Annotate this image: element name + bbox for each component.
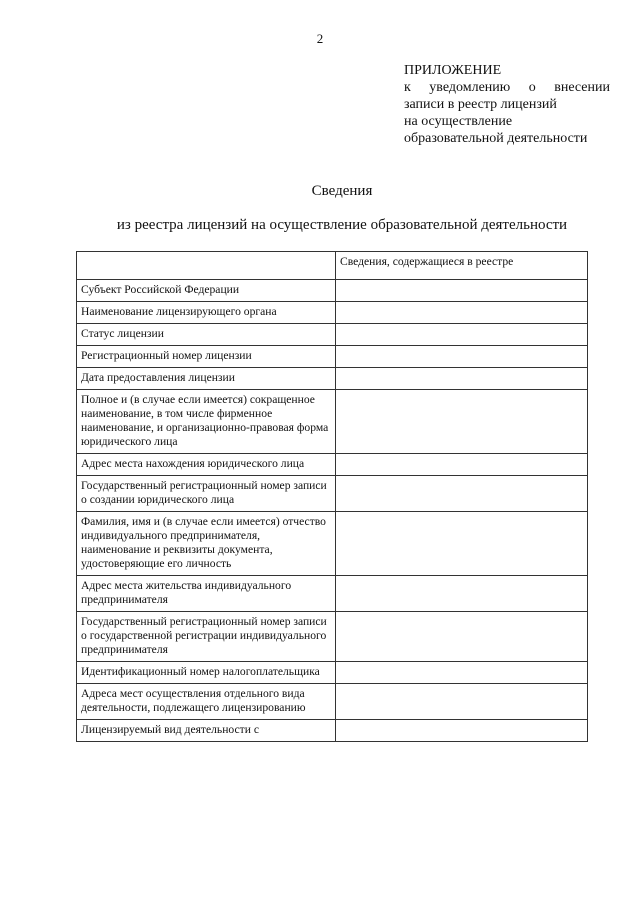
row-value	[336, 576, 588, 612]
row-label: Государственный регистрационный номер записи о создании юридического лица	[77, 476, 336, 512]
table-row	[77, 720, 588, 742]
appendix-line-2: записи в реестр лицензий	[404, 97, 557, 112]
row-label: Фамилия, имя и (в случае если имеется) отчество индивидуального предпринимателя, наименование и реквизиты документа, удостоверяющие его личность	[77, 512, 336, 576]
row-label: Регистрационный номер лицензии	[77, 346, 336, 368]
row-value	[336, 346, 588, 368]
table-row	[77, 476, 588, 512]
row-label: Государственный регистрационный номер записи о государственной регистрации индивидуального предпринимателя	[77, 612, 336, 662]
row-value	[336, 512, 588, 576]
appendix-line-1: к уведомлению о внесении	[404, 80, 610, 95]
table-row	[77, 346, 588, 368]
registry-table-body	[77, 280, 588, 742]
row-value	[336, 684, 588, 720]
registry-table	[76, 251, 588, 742]
appendix-line-3: на осуществление	[404, 114, 513, 129]
table-row	[77, 512, 588, 576]
row-value	[336, 720, 588, 742]
table-row	[77, 324, 588, 346]
table-row	[77, 612, 588, 662]
row-value	[336, 390, 588, 454]
row-value	[336, 612, 588, 662]
row-label: Лицензируемый вид деятельности с	[77, 720, 336, 742]
row-value	[336, 302, 588, 324]
row-label: Идентификационный номер налогоплательщика	[77, 662, 336, 684]
row-label: Дата предоставления лицензии	[77, 368, 336, 390]
table-row	[77, 368, 588, 390]
document-title: Сведения	[311, 183, 373, 199]
row-label: Адрес места жительства индивидуального предпринимателя	[77, 576, 336, 612]
table-row	[77, 684, 588, 720]
row-value	[336, 368, 588, 390]
table-row	[77, 576, 588, 612]
table-row	[77, 662, 588, 684]
table-row	[77, 280, 588, 302]
row-label: Адрес места нахождения юридического лица	[77, 454, 336, 476]
appendix-block	[404, 62, 610, 147]
row-value	[336, 324, 588, 346]
header-cell-value: Сведения, содержащиеся в реестре	[336, 252, 588, 280]
row-label: Наименование лицензирующего органа	[77, 302, 336, 324]
table-row	[77, 302, 588, 324]
row-value	[336, 454, 588, 476]
row-label: Полное и (в случае если имеется) сокращенное наименование, в том числе фирменное наименование, и организационно-правовая форма юридического лица	[77, 390, 336, 454]
page-number: 2	[316, 31, 324, 46]
row-value	[336, 476, 588, 512]
appendix-line-4: образовательной деятельности	[404, 131, 588, 146]
document-subtitle: из реестра лицензий на осуществление образовательной деятельности	[116, 217, 568, 233]
row-label: Статус лицензии	[77, 324, 336, 346]
row-value	[336, 662, 588, 684]
table-row	[77, 454, 588, 476]
header-cell-label	[77, 252, 336, 280]
table-row	[77, 390, 588, 454]
row-label: Субъект Российской Федерации	[77, 280, 336, 302]
row-label: Адреса мест осуществления отдельного вида деятельности, подлежащего лицензированию	[77, 684, 336, 720]
table-header-row	[77, 252, 588, 280]
row-value	[336, 280, 588, 302]
appendix-title: ПРИЛОЖЕНИЕ	[404, 63, 502, 78]
